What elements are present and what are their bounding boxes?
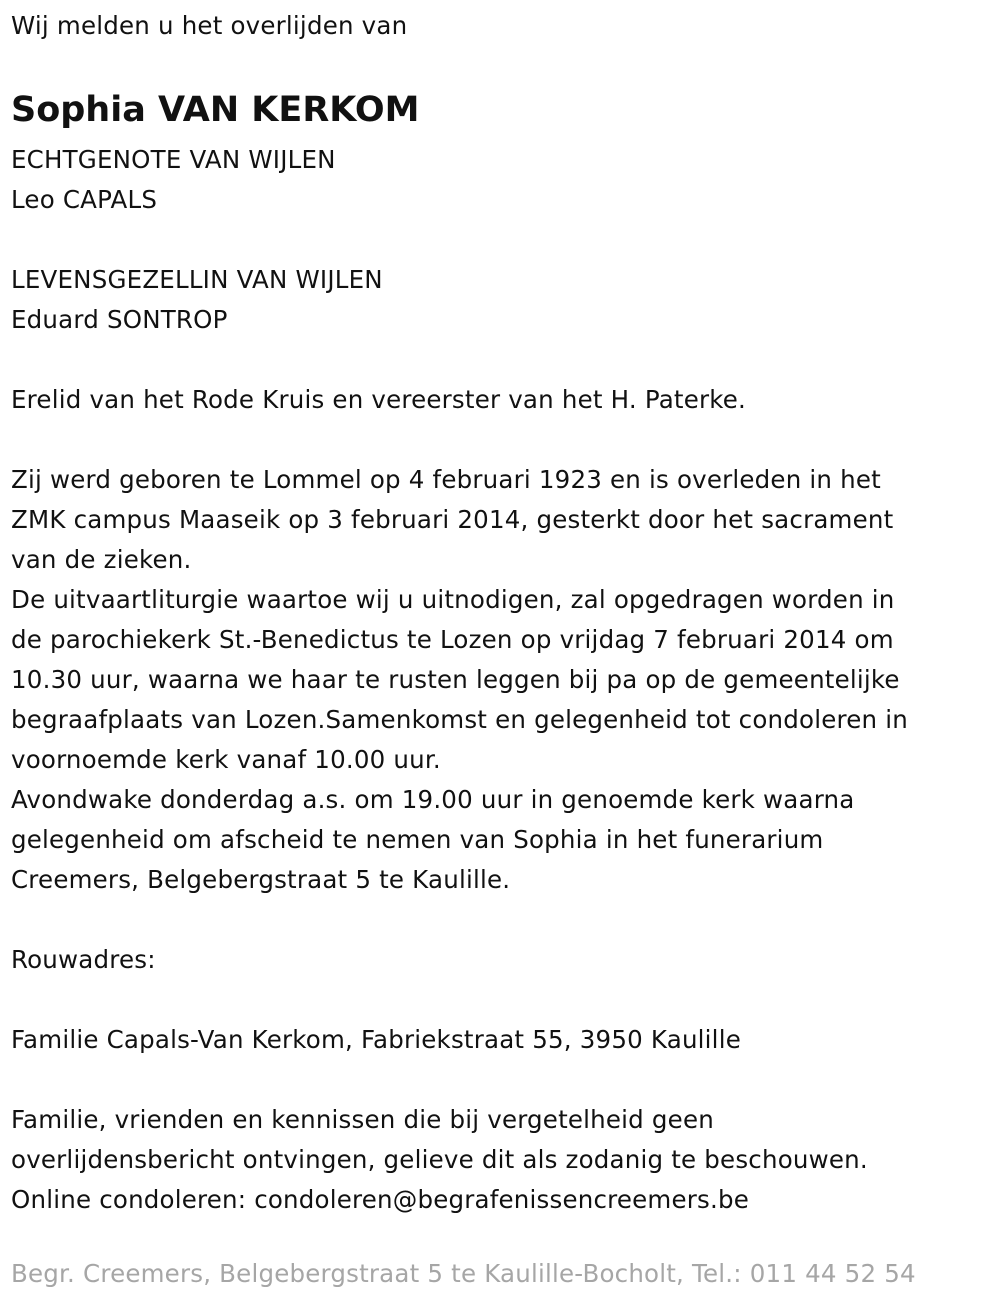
intro-text: Wij melden u het overlijden van <box>11 11 408 40</box>
spacer <box>11 220 1000 260</box>
details-line: Avondwake donderdag a.s. om 19.00 uur in genoemde kerk waarna <box>11 785 855 814</box>
details-line: begraafplaats van Lozen.Samenkomst en gelegenheid tot condoleren in <box>11 705 908 734</box>
details-line: de parochiekerk St.-Benedictus te Lozen op vrijdag 7 februari 2014 om <box>11 625 894 654</box>
spacer <box>11 900 1000 940</box>
funeral-home-footer: Begr. Creemers, Belgebergstraat 5 te Kaulille-Bocholt, Tel.: 011 44 52 54 <box>11 1259 916 1288</box>
details-line: Zij werd geboren te Lommel op 4 februari 1923 en is overleden in het <box>11 465 881 494</box>
mourning-address: Familie Capals-Van Kerkom, Fabriekstraat 55, 3950 Kaulille <box>11 1025 741 1054</box>
closing-line: Familie, vrienden en kennissen die bij vergetelheid geen <box>11 1105 714 1134</box>
deceased-name: Sophia VAN KERKOM <box>11 90 420 130</box>
honor-text: Erelid van het Rode Kruis en vereerster van het H. Paterke. <box>11 385 747 414</box>
spacer <box>11 980 1000 1020</box>
details-paragraph <box>11 460 1000 900</box>
partner-label: LEVENSGEZELLIN VAN WIJLEN <box>11 265 383 294</box>
details-line: 10.30 uur, waarna we haar te rusten leggen bij pa op de gemeentelijke <box>11 665 900 694</box>
spouse-name: Leo CAPALS <box>11 185 158 214</box>
spacer <box>11 1060 1000 1100</box>
details-line: De uitvaartliturgie waartoe wij u uitnodigen, zal opgedragen worden in <box>11 585 895 614</box>
closing-paragraph <box>11 1100 1000 1220</box>
details-line: Creemers, Belgebergstraat 5 te Kaulille. <box>11 865 511 894</box>
partner-name: Eduard SONTROP <box>11 305 228 334</box>
details-line: gelegenheid om afscheid te nemen van Sophia in het funerarium <box>11 825 824 854</box>
details-line: ZMK campus Maaseik op 3 februari 2014, gesterkt door het sacrament <box>11 505 894 534</box>
details-line: van de zieken. <box>11 545 192 574</box>
spacer <box>11 340 1000 380</box>
address-label: Rouwadres: <box>11 945 156 974</box>
details-line: voornoemde kerk vanaf 10.00 uur. <box>11 745 441 774</box>
closing-line: overlijdensbericht ontvingen, gelieve dit als zodanig te beschouwen. <box>11 1145 868 1174</box>
online-condolence-line: Online condoleren: condoleren@begrafenissencreemers.be <box>11 1185 750 1214</box>
spacer <box>11 420 1000 460</box>
spouse-label: ECHTGENOTE VAN WIJLEN <box>11 145 336 174</box>
